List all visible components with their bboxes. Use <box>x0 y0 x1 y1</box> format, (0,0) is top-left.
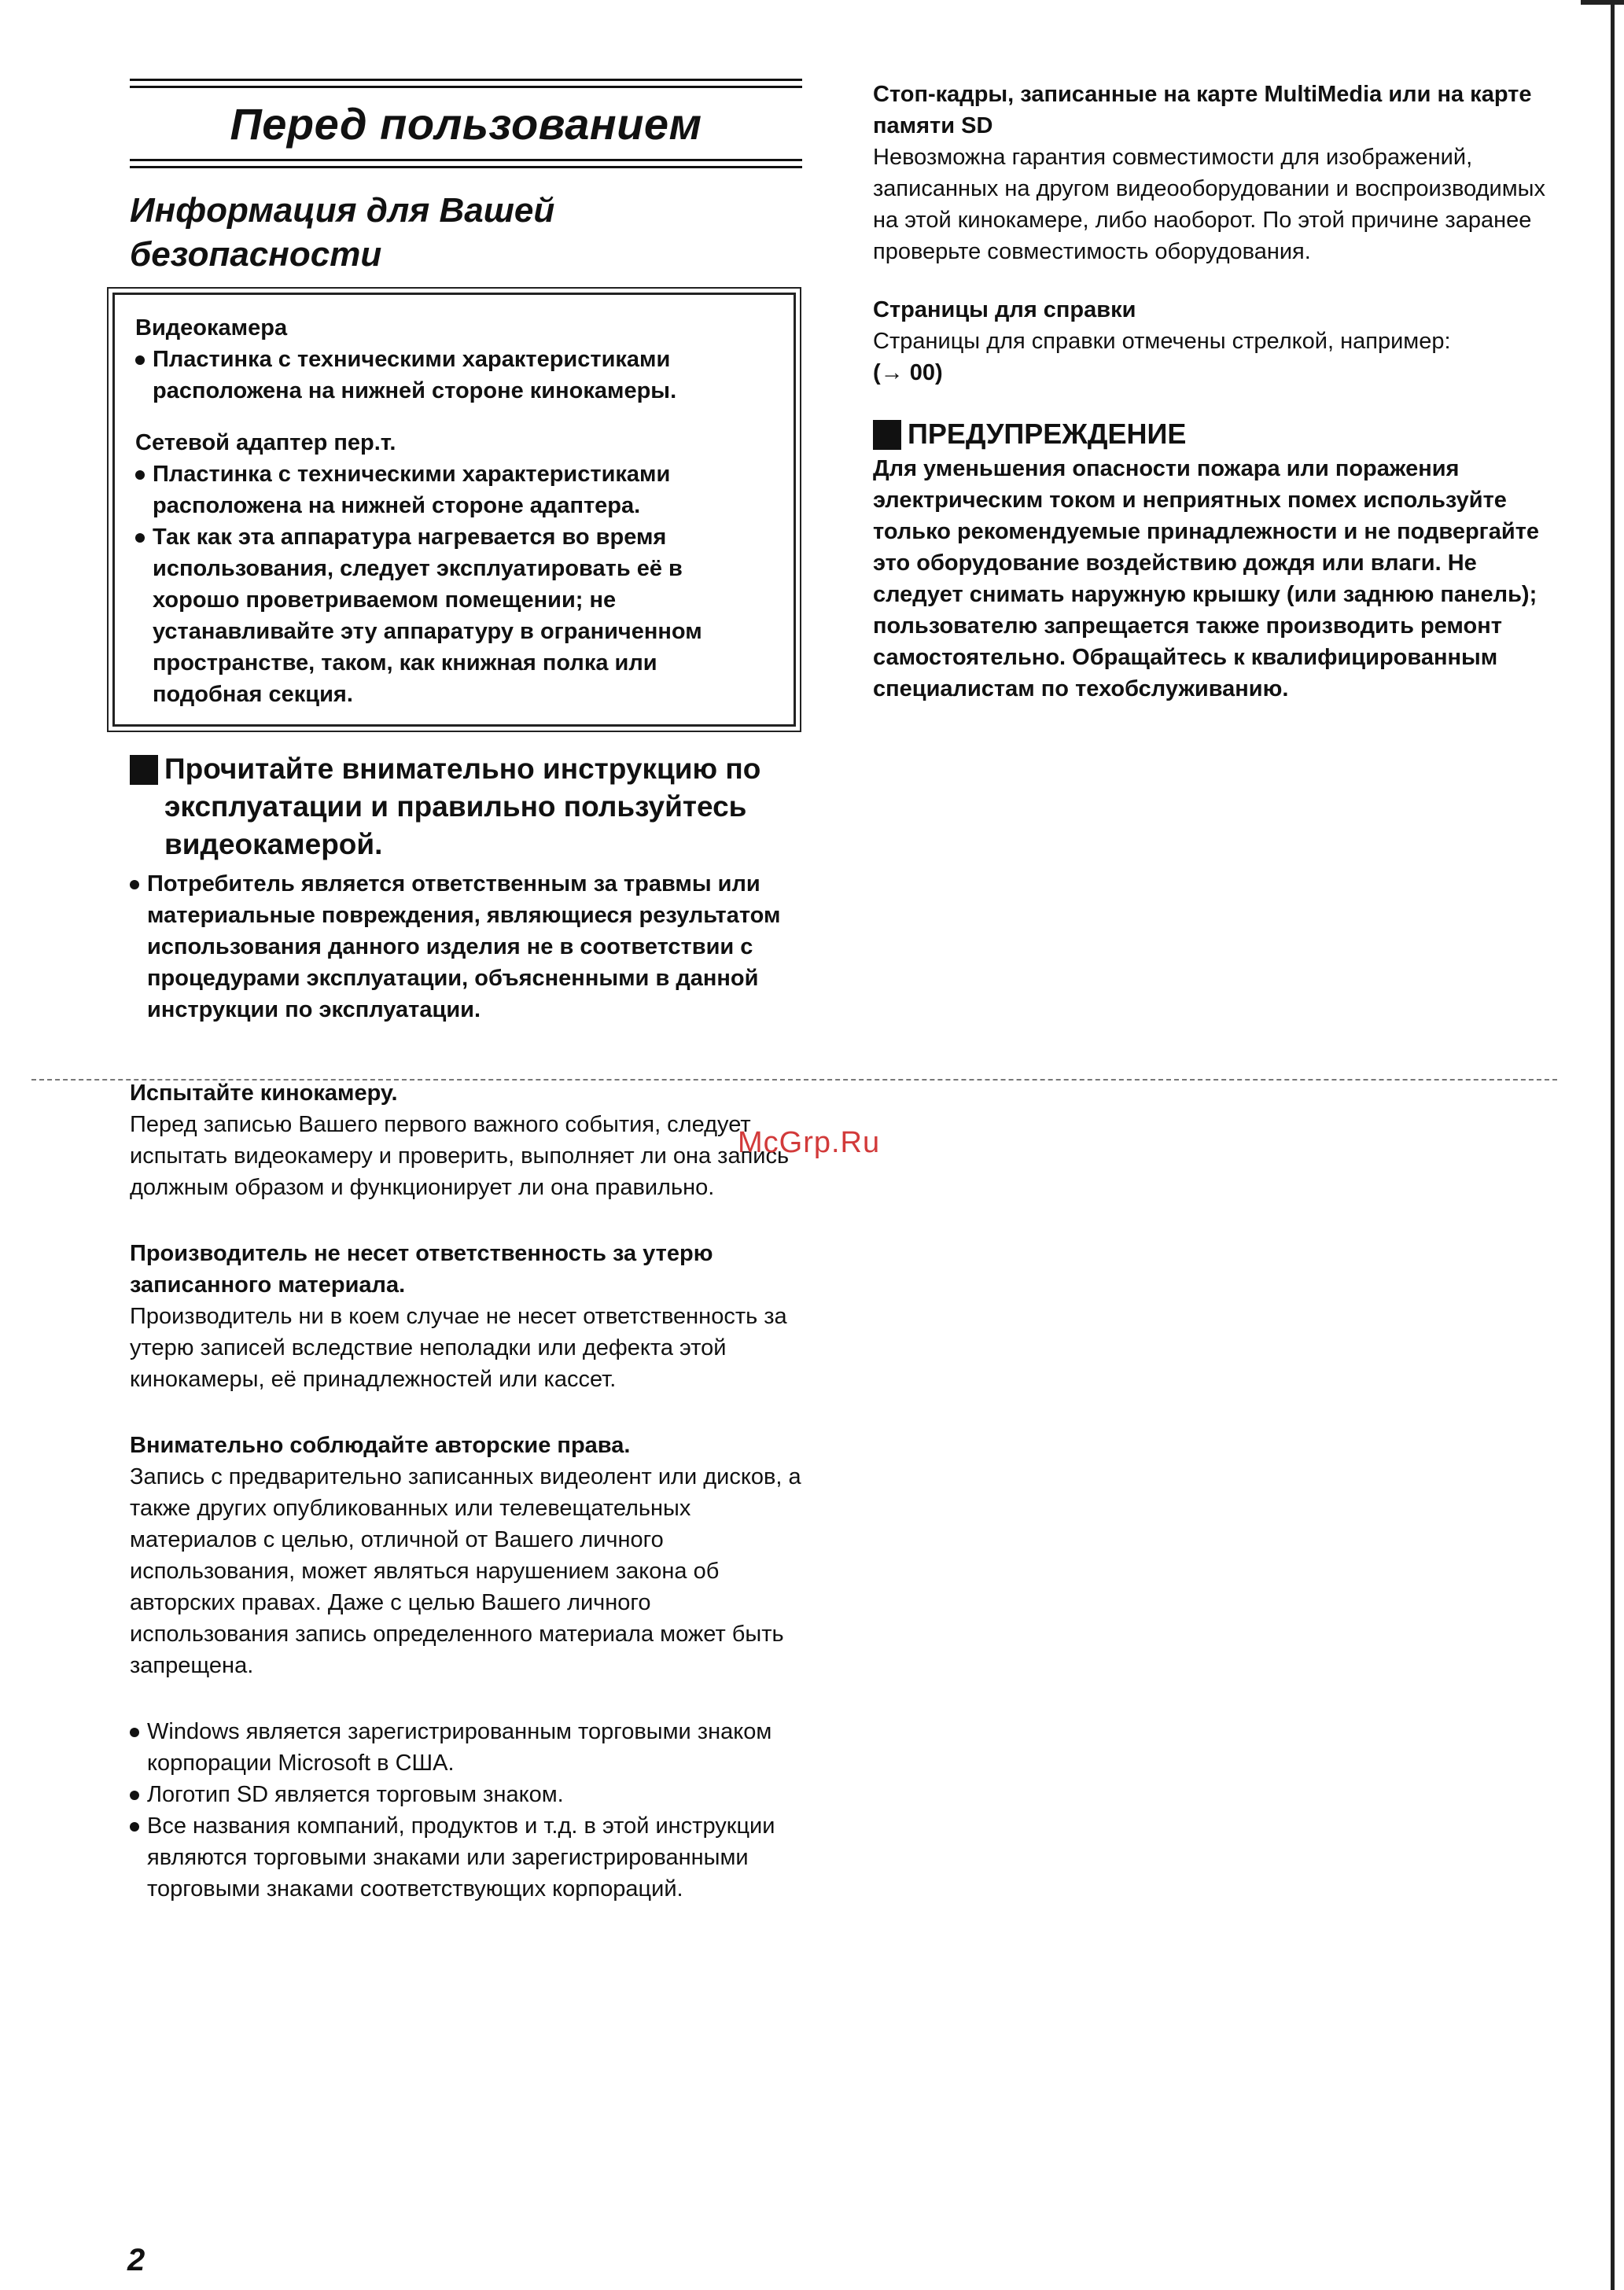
stills-heading: Стоп-кадры, записанные на карте MultiMedia или на карте памяти SD <box>873 82 1532 138</box>
adapter-bullet: Так как эта аппаратура нагревается во время использования, следует эксплуатировать её в хорошо проветриваемом помещении; не устанавливайте эту аппаратуру в ограниченном пространстве, таком, как книжная полка или подобная секция. <box>135 521 773 710</box>
camera-label: Видеокамера <box>135 315 288 341</box>
scan-edge-top <box>1581 0 1624 5</box>
safety-box <box>112 293 796 727</box>
copyright-heading: Внимательно соблюдайте авторские права. <box>130 1433 631 1458</box>
warning-body: Для уменьшения опасности пожара или поражения электрическим током и неприятных помех используйте только рекомендуемые принадлежности и не подвергайте это оборудование воздействию дождя или влаги. Не следует снимать наружную крышку (или заднюю панель); пользователю запрещается также производить ремонт самостоятельно. Обращайтесь к квалифицированным специалистам по техобслуживанию. <box>873 456 1540 701</box>
stills-body: Невозможна гарантия совместимости для изображений, записанных на другом видеооборудовании и воспроизводимых на этой кинокамере, либо наоборот. По этой причине заранее проверьте совместимость оборудования. <box>873 145 1545 264</box>
trademark-bullet: Windows является зарегистрированным торговыми знаком корпорации Microsoft в США. <box>130 1716 802 1779</box>
page-title: Перед пользованием <box>230 99 702 149</box>
liability-body: Производитель ни в коем случае не несет ответственность за утерю записей вследствие неполадки или дефекта этой кинокамеры, её принадлежностей или кассет. <box>130 1304 787 1392</box>
warning-heading <box>873 415 1565 453</box>
copyright-body: Запись с предварительно записанных видеолент или дисков, а также других опубликованных или телевещательных материалов с целью, отличной от Вашего личного использования, может являться нарушением закона об авторских правах. Даже с целью Вашего личного использования запись определенного материала может быть запрещена. <box>130 1464 801 1678</box>
reference-heading: Страницы для справки <box>873 297 1136 322</box>
test-body: Перед записью Вашего первого важного события, следует испытать видеокамеру и проверить, выполняет ли она запись должным образом и функционирует ли она правильно. <box>130 1112 790 1200</box>
adapter-bullet: Пластинка с техническими характеристиками расположена на нижней стороне адаптера. <box>135 458 773 521</box>
trademark-bullet: Логотип SD является торговым знаком. <box>130 1779 802 1810</box>
read-instructions-heading-text: Прочитайте внимательно инструкцию по эксплуатации и правильно пользуйтесь видеокамерой. <box>164 753 761 860</box>
title-rule-bottom <box>130 159 802 168</box>
responsibility-bullet: Потребитель является ответственным за травмы или материальные повреждения, являющиеся результатом использования данного изделия не в соответствии с процедурами эксплуатации, объясненными в данной инструкции по эксплуатации. <box>130 868 802 1025</box>
page-subtitle: Информация для Вашей безопасности <box>130 191 555 274</box>
page-number: 2 <box>127 2243 145 2277</box>
title-rule-top <box>130 79 802 88</box>
camera-bullet: Пластинка с техническими характеристиками расположена на нижней стороне кинокамеры. <box>135 344 773 407</box>
scan-edge-right <box>1611 0 1615 2290</box>
right-column <box>873 79 1565 705</box>
watermark: McGrp.Ru <box>738 1126 881 1159</box>
adapter-label: Сетевой адаптер пер.т. <box>135 430 396 455</box>
scan-dashed-line <box>31 1079 1557 1081</box>
liability-heading: Производитель не несет ответственность за утерю записанного материала. <box>130 1241 713 1298</box>
reference-example: (→ 00) <box>873 360 943 385</box>
trademark-bullet: Все названия компаний, продуктов и т.д. в этой инструкции являются торговыми знаками или зарегистрированными торговыми знаками соответствующих корпораций. <box>130 1810 802 1905</box>
left-column <box>130 79 802 1905</box>
reference-body: Страницы для справки отмечены стрелкой, например: <box>873 329 1451 354</box>
square-bullet-icon <box>130 755 158 785</box>
square-bullet-icon <box>873 420 901 450</box>
read-instructions-heading <box>130 750 802 863</box>
test-heading: Испытайте кинокамеру. <box>130 1081 398 1106</box>
warning-heading-text: ПРЕДУПРЕЖДЕНИЕ <box>908 418 1187 450</box>
